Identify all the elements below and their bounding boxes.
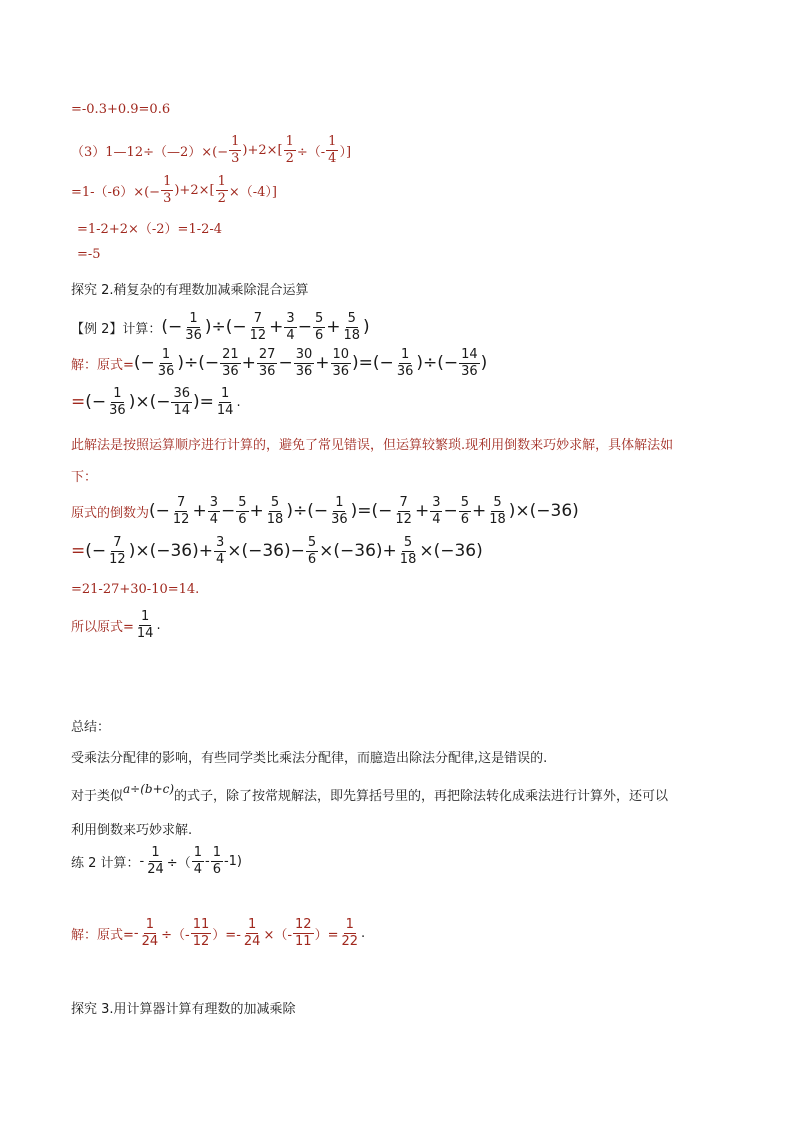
fraction bbox=[284, 135, 296, 165]
fraction bbox=[171, 387, 192, 417]
numerator: 7 bbox=[113, 535, 122, 550]
math-operator: . bbox=[156, 617, 161, 633]
fraction bbox=[211, 846, 223, 876]
numerator: 1 bbox=[400, 347, 410, 362]
denominator: 14 bbox=[216, 402, 234, 418]
math-operator: )=(− bbox=[350, 500, 393, 521]
denominator: 36 bbox=[258, 363, 276, 379]
step-text: ×（-4）] bbox=[228, 184, 277, 200]
note-text: 下： bbox=[71, 470, 98, 485]
fraction bbox=[329, 496, 350, 526]
math-operator: + bbox=[241, 352, 256, 373]
math-operator: + bbox=[192, 500, 207, 521]
denominator: 4 bbox=[215, 551, 225, 567]
numerator: 5 bbox=[493, 495, 502, 510]
denominator: 6 bbox=[314, 327, 324, 343]
fraction bbox=[236, 496, 248, 526]
math-operator: + bbox=[326, 316, 341, 337]
fraction bbox=[220, 348, 241, 378]
explore-2-heading bbox=[71, 279, 309, 298]
denominator: 36 bbox=[185, 327, 202, 343]
math-operator: ）= bbox=[314, 927, 339, 943]
fraction bbox=[208, 496, 220, 526]
math-operator: )= bbox=[193, 391, 214, 412]
paragraph-text: 的式子，除了按常规解法，即先算括号里的，再把除法转化成乘法进行计算外，还可以 bbox=[174, 789, 669, 804]
practice-label: 练 2 计算： bbox=[71, 855, 140, 871]
numerator: 5 bbox=[314, 311, 324, 326]
fraction bbox=[398, 536, 419, 566]
paragraph-text: 利用倒数来巧妙求解. bbox=[71, 823, 193, 838]
fraction bbox=[135, 610, 156, 640]
heading-text: 探究 3.用计算器计算有理数的加减乘除 bbox=[71, 1002, 296, 1017]
math-operator: (− bbox=[149, 500, 170, 521]
conclusion-label: 所以原式= bbox=[71, 619, 134, 635]
example-2-line bbox=[71, 312, 370, 342]
math-operator: ×(−36)+ bbox=[319, 540, 397, 561]
step-text: =1-2+2×（-2）=1-2-4 bbox=[77, 222, 223, 237]
problem-3-prefix: （3）1—12÷（—2）×(− bbox=[71, 144, 229, 160]
denominator: 18 bbox=[343, 327, 361, 343]
practice-2-solution bbox=[71, 918, 365, 948]
math-operator: = bbox=[71, 391, 86, 412]
numerator: 14 bbox=[461, 347, 478, 362]
step-line-3 bbox=[71, 175, 277, 205]
fraction bbox=[331, 348, 352, 378]
fraction bbox=[459, 348, 480, 378]
fraction bbox=[395, 348, 416, 378]
denominator: 36 bbox=[396, 363, 414, 379]
denominator: 36 bbox=[157, 363, 175, 379]
math-operator: (− bbox=[85, 540, 107, 561]
math-operator: )÷(− bbox=[286, 500, 329, 521]
numerator: 5 bbox=[307, 535, 317, 550]
math-operator: ÷（- bbox=[161, 927, 190, 943]
expansion-line bbox=[71, 536, 483, 566]
math-operator: (− bbox=[85, 391, 107, 412]
numerator: 5 bbox=[347, 311, 356, 326]
problem-3-suffix: ）] bbox=[339, 144, 352, 160]
numerator: 1 bbox=[151, 845, 160, 860]
denominator: 36 bbox=[109, 402, 126, 418]
math-operator: − bbox=[220, 500, 236, 521]
math-operator: + bbox=[315, 352, 330, 373]
fraction bbox=[161, 175, 173, 205]
math-operator: -1) bbox=[223, 853, 243, 869]
denominator: 6 bbox=[460, 511, 469, 527]
math-operator: - bbox=[139, 853, 145, 869]
fraction bbox=[306, 536, 318, 566]
denominator: 14 bbox=[173, 402, 190, 418]
denominator: 24 bbox=[141, 933, 159, 949]
denominator: 24 bbox=[147, 861, 164, 877]
step-text: =1-（-6）×(− bbox=[71, 184, 161, 200]
numerator: 1 bbox=[212, 845, 221, 860]
fraction bbox=[229, 135, 241, 165]
summary-p3 bbox=[71, 819, 192, 838]
denominator: 12 bbox=[109, 551, 126, 567]
math-operator: . bbox=[236, 394, 241, 410]
sum-line bbox=[71, 582, 199, 597]
numerator: 1 bbox=[163, 174, 172, 189]
fraction bbox=[215, 387, 236, 417]
math-operator: (− bbox=[161, 316, 183, 337]
step-text: =-5 bbox=[77, 247, 101, 262]
math-operator: )=(− bbox=[352, 352, 394, 373]
math-operator: ×（- bbox=[263, 927, 293, 943]
practice-2-line bbox=[71, 846, 242, 876]
conclusion-line bbox=[71, 610, 161, 640]
summary-p1 bbox=[71, 747, 547, 766]
numerator: 12 bbox=[295, 917, 312, 932]
denominator: 14 bbox=[136, 625, 154, 641]
denominator: 36 bbox=[295, 363, 313, 379]
explore-3-heading bbox=[71, 998, 296, 1017]
math-operator: ×(−36)− bbox=[227, 540, 305, 561]
fraction bbox=[242, 918, 263, 948]
math-operator: ÷（ bbox=[166, 855, 191, 871]
fraction bbox=[487, 496, 508, 526]
paragraph-text: 对于类似 bbox=[71, 789, 124, 804]
numerator: 1 bbox=[113, 386, 122, 401]
denominator: 4 bbox=[432, 511, 441, 527]
fraction bbox=[140, 918, 161, 948]
numerator: 1 bbox=[335, 495, 344, 510]
problem-3-mid: )+2×[ bbox=[242, 142, 283, 158]
problem-3-div: ÷（- bbox=[296, 144, 326, 160]
numerator: 1 bbox=[145, 917, 155, 932]
numerator: 1 bbox=[231, 134, 240, 149]
math-operator: ) bbox=[480, 352, 488, 373]
fraction bbox=[341, 312, 362, 342]
fraction bbox=[293, 918, 314, 948]
numerator: 7 bbox=[399, 495, 408, 510]
denominator: 3 bbox=[231, 150, 240, 166]
numerator: 3 bbox=[286, 311, 295, 326]
fraction bbox=[459, 496, 471, 526]
denominator: 4 bbox=[286, 327, 295, 343]
fraction bbox=[326, 135, 338, 165]
fraction bbox=[339, 918, 360, 948]
numerator: 36 bbox=[173, 386, 190, 401]
denominator: 36 bbox=[461, 363, 478, 379]
denominator: 4 bbox=[209, 511, 218, 527]
example-2-solution-line-1 bbox=[71, 348, 487, 378]
denominator: 12 bbox=[249, 327, 267, 343]
numerator: 5 bbox=[238, 495, 247, 510]
summary-heading bbox=[71, 716, 110, 735]
fraction bbox=[284, 312, 296, 342]
numerator: 5 bbox=[403, 535, 413, 550]
example-2-note-2 bbox=[71, 466, 97, 485]
solution-label: 解：原式= bbox=[71, 357, 134, 373]
math-operator: + bbox=[269, 316, 284, 337]
reciprocal-line bbox=[71, 496, 579, 526]
math-operator: − bbox=[443, 500, 458, 521]
denominator: 18 bbox=[266, 511, 284, 527]
denominator: 4 bbox=[193, 861, 202, 877]
numerator: 7 bbox=[177, 495, 186, 510]
math-operator: )÷(− bbox=[204, 316, 247, 337]
fraction bbox=[171, 496, 192, 526]
numerator: 1 bbox=[285, 134, 294, 149]
math-operator: ）=- bbox=[212, 927, 241, 943]
numerator: 30 bbox=[295, 347, 313, 362]
denominator: 12 bbox=[192, 933, 210, 949]
numerator: 1 bbox=[141, 609, 150, 624]
denominator: 36 bbox=[332, 363, 350, 379]
denominator: 6 bbox=[238, 511, 247, 527]
fraction bbox=[430, 496, 442, 526]
math-operator: )×(−36) bbox=[508, 500, 579, 521]
math-operator: − bbox=[278, 352, 293, 373]
example-label: 【例 2】计算： bbox=[71, 321, 162, 337]
fraction bbox=[216, 175, 228, 205]
denominator: 2 bbox=[217, 190, 226, 206]
math-operator: ×(−36) bbox=[419, 540, 483, 561]
numerator: 11 bbox=[192, 917, 210, 932]
problem-3-line bbox=[71, 135, 351, 165]
math-operator: − bbox=[297, 316, 312, 337]
numerator: 5 bbox=[460, 495, 469, 510]
note-text: 此解法是按照运算顺序进行计算的，避免了常见错误，但运算较繁琐.现利用倒数来巧妙求解，具体解法如 bbox=[71, 438, 674, 453]
math-operator: + bbox=[249, 500, 264, 521]
fraction bbox=[107, 387, 128, 417]
denominator: 12 bbox=[395, 511, 412, 527]
numerator: 1 bbox=[217, 174, 226, 189]
numerator: 1 bbox=[248, 917, 257, 932]
math-operator: )÷(− bbox=[177, 352, 220, 373]
numerator: 3 bbox=[215, 535, 225, 550]
denominator: 18 bbox=[399, 551, 417, 567]
denominator: 6 bbox=[212, 861, 221, 877]
fraction bbox=[257, 348, 278, 378]
math-operator: - bbox=[133, 925, 139, 941]
denominator: 11 bbox=[295, 933, 312, 949]
fraction bbox=[313, 312, 325, 342]
numerator: 10 bbox=[332, 347, 350, 362]
numerator: 1 bbox=[221, 386, 230, 401]
numerator: 21 bbox=[222, 347, 239, 362]
fraction bbox=[294, 348, 315, 378]
numerator: 1 bbox=[345, 917, 354, 932]
numerator: 5 bbox=[270, 495, 280, 510]
denominator: 22 bbox=[341, 933, 359, 949]
reciprocal-label: 原式的倒数为 bbox=[71, 505, 150, 521]
math-operator: + bbox=[414, 500, 430, 521]
math-operator: . bbox=[361, 925, 366, 941]
step-line-1 bbox=[71, 102, 170, 117]
step-text: =21-27+30-10=14. bbox=[71, 582, 200, 597]
step-line-4 bbox=[77, 218, 222, 237]
fraction bbox=[145, 846, 166, 876]
denominator: 18 bbox=[489, 511, 506, 527]
fraction bbox=[192, 846, 204, 876]
math-operator: )×(−36)+ bbox=[128, 540, 213, 561]
denominator: 6 bbox=[307, 551, 317, 567]
solution-label: 解：原式= bbox=[71, 927, 134, 943]
heading-text: 总结： bbox=[71, 720, 111, 735]
step-text: =-0.3+0.9=0.6 bbox=[71, 102, 171, 117]
denominator: 24 bbox=[243, 933, 261, 949]
denominator: 4 bbox=[328, 150, 337, 166]
math-operator: )×(− bbox=[128, 391, 171, 412]
fraction bbox=[191, 918, 212, 948]
math-operator: - bbox=[204, 853, 210, 869]
numerator: 1 bbox=[193, 845, 202, 860]
heading-text: 探究 2.稍复杂的有理数加减乘除混合运算 bbox=[71, 283, 309, 298]
numerator: 1 bbox=[328, 134, 337, 149]
denominator: 3 bbox=[163, 190, 172, 206]
numerator: 7 bbox=[253, 311, 263, 326]
paragraph-text: 受乘法分配律的影响，有些同学类比乘法分配律，而臆造出除法分配律,这是错误的. bbox=[71, 751, 548, 766]
fraction bbox=[107, 536, 128, 566]
denominator: 36 bbox=[222, 363, 239, 379]
math-operator: = bbox=[71, 540, 86, 561]
math-operator: + bbox=[472, 500, 487, 521]
example-2-note-1 bbox=[71, 434, 673, 453]
fraction bbox=[248, 312, 269, 342]
numerator: 3 bbox=[209, 495, 218, 510]
denominator: 12 bbox=[172, 511, 190, 527]
step-text: )+2×[ bbox=[174, 182, 215, 198]
fraction bbox=[156, 348, 177, 378]
summary-p2 bbox=[71, 781, 669, 804]
math-operator: )÷(− bbox=[416, 352, 459, 373]
step-line-5 bbox=[77, 247, 101, 262]
formula-expression: a÷(b+c) bbox=[123, 781, 175, 796]
fraction bbox=[265, 496, 286, 526]
example-2-solution-line-2 bbox=[71, 387, 241, 417]
numerator: 27 bbox=[258, 347, 276, 362]
numerator: 3 bbox=[432, 495, 441, 510]
denominator: 36 bbox=[331, 511, 348, 527]
math-operator: (− bbox=[133, 352, 155, 373]
fraction bbox=[393, 496, 414, 526]
fraction bbox=[214, 536, 226, 566]
fraction bbox=[183, 312, 204, 342]
math-operator: ) bbox=[363, 316, 370, 337]
numerator: 1 bbox=[161, 347, 171, 362]
numerator: 1 bbox=[189, 311, 198, 326]
denominator: 2 bbox=[285, 150, 294, 166]
